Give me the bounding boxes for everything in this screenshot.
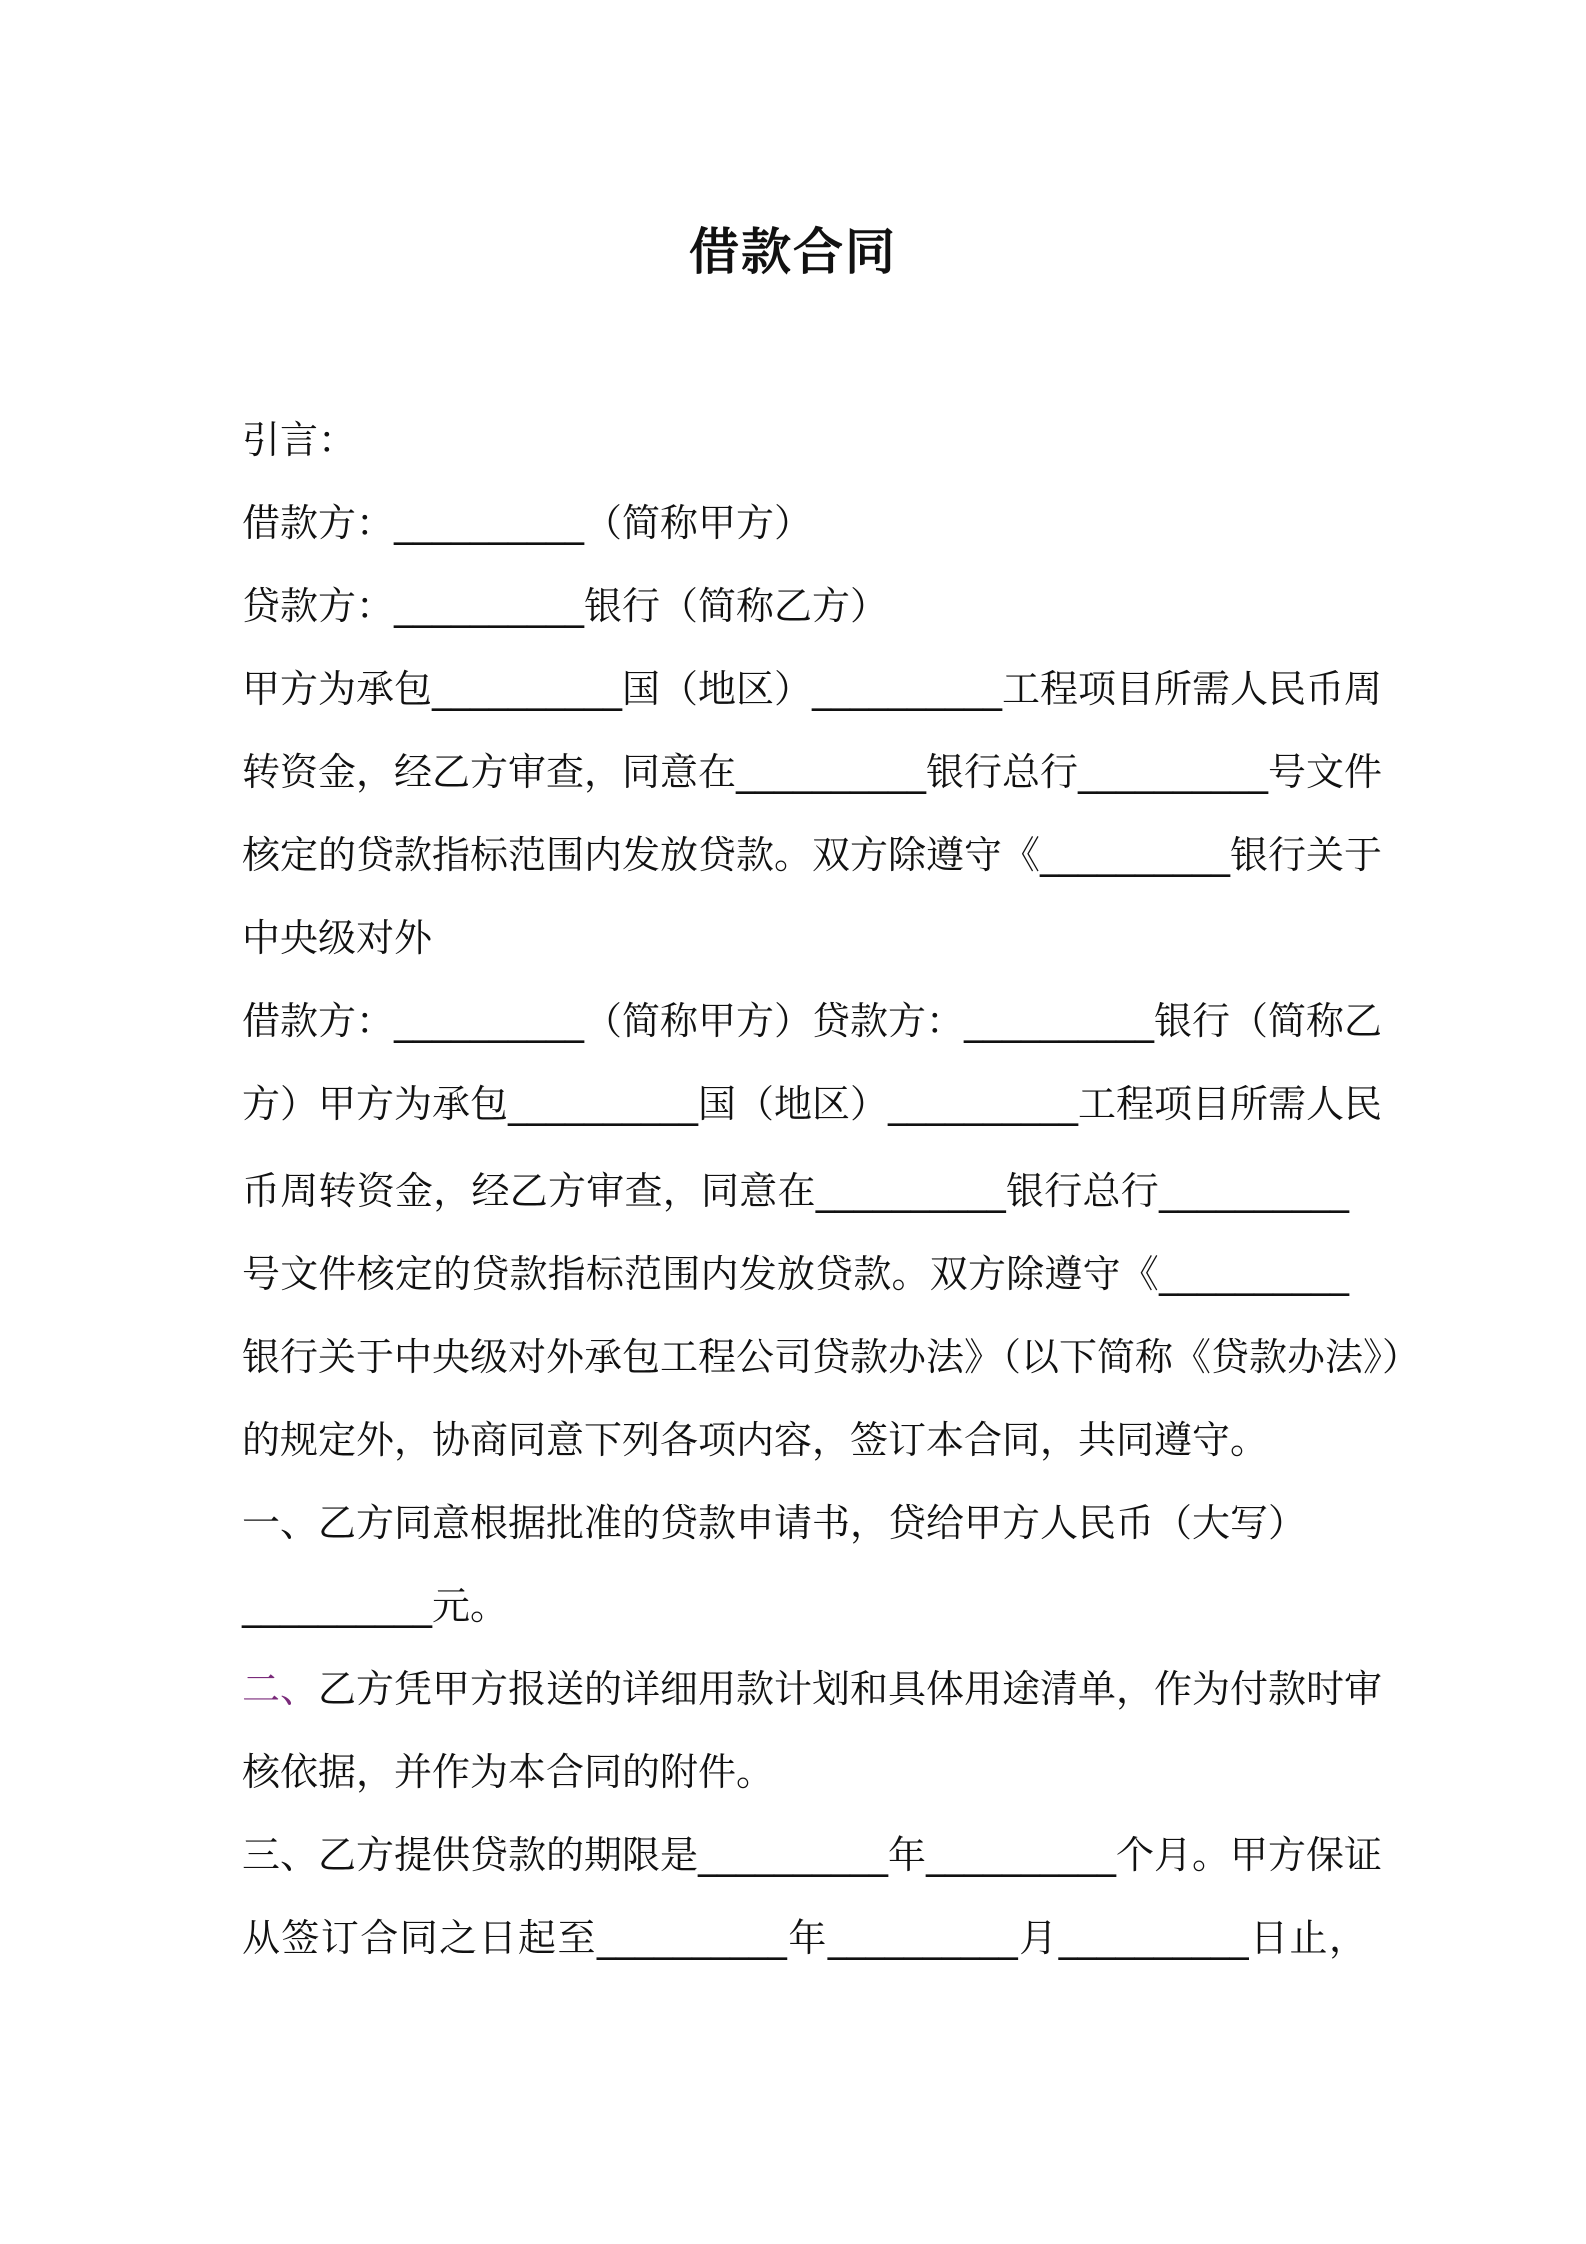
paragraph-line: 中央级对外 [242, 916, 433, 960]
clause-1-line: 一、乙方同意根据批准的贷款申请书，贷给甲方人民币（大写） [242, 1501, 1307, 1545]
clause-3-line: 从签订合同之日起至__________年__________月__________日止， [242, 1916, 1367, 1960]
paragraph-line: 号文件核定的贷款指标范围内发放贷款。双方除遵守《__________ [242, 1252, 1349, 1296]
intro-label: 引言： [242, 418, 357, 462]
borrower-line: 借款方：__________（简称甲方） [242, 501, 813, 545]
clause-1-line: __________元。 [242, 1584, 509, 1628]
paragraph-line: 方）甲方为承包__________国（地区）__________工程项目所需人民 [242, 1082, 1383, 1126]
paragraph-line: 币周转资金，经乙方审查，同意在__________银行总行__________ [242, 1169, 1349, 1213]
paragraph-line: 甲方为承包__________国（地区）__________工程项目所需人民币周 [242, 667, 1383, 711]
clause-2-text: 乙方凭甲方报送的详细用款计划和具体用途清单，作为付款时审 [318, 1667, 1383, 1711]
page-title: 借款合同 [689, 223, 897, 281]
paragraph-line: 的规定外，协商同意下列各项内容，签订本合同，共同遵守。 [242, 1418, 1269, 1462]
clause-2-line [242, 1664, 1383, 1714]
paragraph-line: 借款方：__________（简称甲方）贷款方：__________银行（简称乙 [242, 999, 1383, 1043]
paragraph-line: 转资金，经乙方审查，同意在__________银行总行__________号文件 [242, 750, 1383, 794]
clause-2-number: 二、 [242, 1667, 319, 1711]
clause-2-line: 核依据，并作为本合同的附件。 [242, 1750, 775, 1794]
paragraph-line: 核定的贷款指标范围内发放贷款。双方除遵守《__________银行关于 [242, 833, 1383, 877]
clause-3-line: 三、乙方提供贷款的期限是__________年__________个月。甲方保证 [242, 1833, 1383, 1877]
lender-line: 贷款方：__________银行（简称乙方） [242, 584, 889, 628]
paragraph-line: 银行关于中央级对外承包工程公司贷款办法》（以下简称《贷款办法》） [242, 1335, 1421, 1379]
